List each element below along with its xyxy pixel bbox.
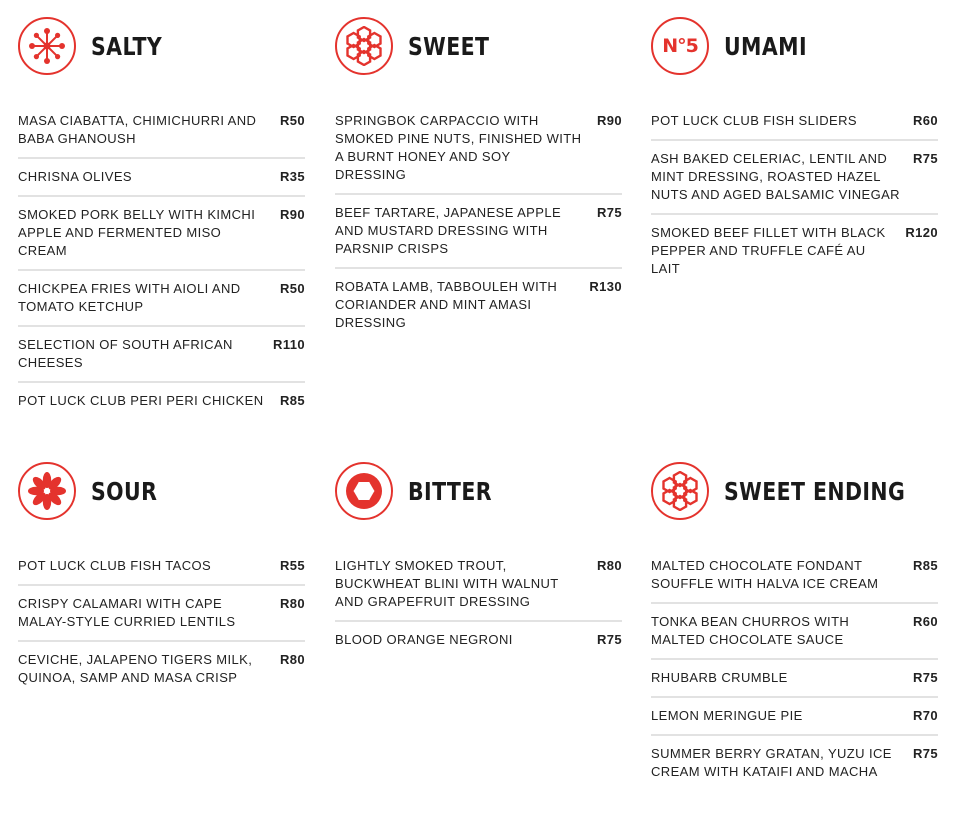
item-name: CEVICHE, JALAPENO TIGERS MILK, QUINOA, SAMP AND MASA CRISP [18, 652, 253, 685]
item-name: SMOKED BEEF FILLET WITH BLACK PEPPER AND TRUFFLE CAFÉ AU LAIT [651, 225, 886, 276]
menu-item [335, 557, 622, 622]
citrus-slice-icon [18, 462, 76, 520]
section-header [651, 459, 938, 523]
section-header [18, 14, 305, 78]
item-price: R60 [912, 113, 938, 128]
item-name: MALTED CHOCOLATE FONDANT SOUFFLE WITH HALVA ICE CREAM [651, 558, 879, 591]
menu-item [335, 195, 622, 269]
section-header [335, 14, 622, 78]
number-five-icon [651, 17, 709, 75]
item-price: R80 [279, 652, 305, 667]
item-price: R50 [279, 113, 305, 128]
item-name: CRISPY CALAMARI WITH CAPE MALAY-STYLE CURRIED LENTILS [18, 596, 236, 629]
menu-item [335, 269, 622, 341]
item-name: POT LUCK CLUB FISH SLIDERS [651, 113, 857, 128]
item-price: R75 [912, 670, 938, 685]
snowflake-molecule-icon [18, 17, 76, 75]
menu-item [18, 586, 305, 642]
section-sweet [335, 14, 622, 341]
item-price: R120 [905, 225, 938, 240]
item-name: SELECTION OF SOUTH AFRICAN CHEESES [18, 337, 233, 370]
honeycomb-icon [335, 17, 393, 75]
section-bitter [335, 459, 622, 658]
item-name: SPRINGBOK CARPACCIO WITH SMOKED PINE NUTS, FINISHED WITH A BURNT HONEY AND SOY DRESSING [335, 113, 582, 182]
menu-item [651, 112, 938, 141]
menu-item [651, 141, 938, 215]
item-name: POT LUCK CLUB PERI PERI CHICKEN [18, 393, 264, 408]
item-price: R90 [279, 207, 305, 222]
menu-item [18, 112, 305, 159]
item-name: LIGHTLY SMOKED TROUT, BUCKWHEAT BLINI WITH WALNUT AND GRAPEFRUIT DRESSING [335, 558, 559, 609]
menu-items [651, 112, 938, 287]
item-name: CHICKPEA FRIES WITH AIOLI AND TOMATO KETCHUP [18, 281, 241, 314]
item-price: R80 [596, 558, 622, 573]
item-name: RHUBARB CRUMBLE [651, 670, 788, 685]
menu-item [18, 383, 305, 419]
item-name: LEMON MERINGUE PIE [651, 708, 803, 723]
section-title: SALTY [91, 31, 163, 61]
item-price: R90 [596, 113, 622, 128]
menu-items [335, 112, 622, 341]
menu-item [651, 557, 938, 604]
section-umami [651, 14, 938, 287]
item-name: ASH BAKED CELERIAC, LENTIL AND MINT DRESSING, ROASTED HAZEL NUTS AND AGED BALSAMIC VINEGAR [651, 151, 900, 202]
menu-item [18, 159, 305, 197]
section-sweet-ending [651, 459, 938, 790]
item-price: R75 [596, 632, 622, 647]
menu-items [18, 112, 305, 419]
section-title: UMAMI [724, 31, 807, 61]
section-title: BITTER [408, 476, 492, 506]
item-name: SMOKED PORK BELLY WITH KIMCHI APPLE AND FERMENTED MISO CREAM [18, 207, 256, 258]
menu-item [18, 642, 305, 696]
section-header [335, 459, 622, 523]
triangles-wheel-icon [335, 462, 393, 520]
item-name: SUMMER BERRY GRATAN, YUZU ICE CREAM WITH KATAIFI AND MACHA [651, 746, 892, 779]
item-price: R85 [912, 558, 938, 573]
menu-item [18, 271, 305, 327]
item-price: R110 [273, 337, 305, 352]
item-price: R35 [279, 169, 305, 184]
menu-item [335, 112, 622, 195]
section-title: SWEET [408, 31, 490, 61]
section-title: SOUR [91, 476, 158, 506]
menu-items [18, 557, 305, 696]
item-price: R55 [279, 558, 305, 573]
menu-item [651, 736, 938, 790]
item-name: ROBATA LAMB, TABBOULEH WITH CORIANDER AND MINT AMASI DRESSING [335, 279, 558, 330]
number-five-label: N°5 [662, 35, 698, 57]
honeycomb-icon [651, 462, 709, 520]
section-sour [18, 459, 305, 696]
menu-item [651, 660, 938, 698]
item-price: R130 [589, 279, 622, 294]
menu-item [18, 327, 305, 383]
item-price: R75 [596, 205, 622, 220]
item-name: BEEF TARTARE, JAPANESE APPLE AND MUSTARD DRESSING WITH PARSNIP CRISPS [335, 205, 562, 256]
menu-item [651, 698, 938, 736]
menu-items [651, 557, 938, 790]
item-name: BLOOD ORANGE NEGRONI [335, 632, 513, 647]
section-header [18, 459, 305, 523]
menu-item [18, 197, 305, 271]
item-price: R75 [912, 746, 938, 761]
item-name: MASA CIABATTA, CHIMICHURRI AND BABA GHANOUSH [18, 113, 257, 146]
section-salty [18, 14, 305, 419]
item-price: R60 [912, 614, 938, 629]
item-price: R70 [912, 708, 938, 723]
item-price: R75 [912, 151, 938, 166]
menu-item [18, 557, 305, 586]
menu-item [651, 604, 938, 660]
item-price: R80 [279, 596, 305, 611]
item-price: R85 [279, 393, 305, 408]
section-title: SWEET ENDING [724, 476, 906, 506]
item-name: POT LUCK CLUB FISH TACOS [18, 558, 212, 573]
menu-item [651, 215, 938, 287]
menu-item [335, 622, 622, 658]
item-name: TONKA BEAN CHURROS WITH MALTED CHOCOLATE SAUCE [651, 614, 850, 647]
item-name: CHRISNA OLIVES [18, 169, 132, 184]
item-price: R50 [279, 281, 305, 296]
menu-items [335, 557, 622, 658]
section-header [651, 14, 938, 78]
